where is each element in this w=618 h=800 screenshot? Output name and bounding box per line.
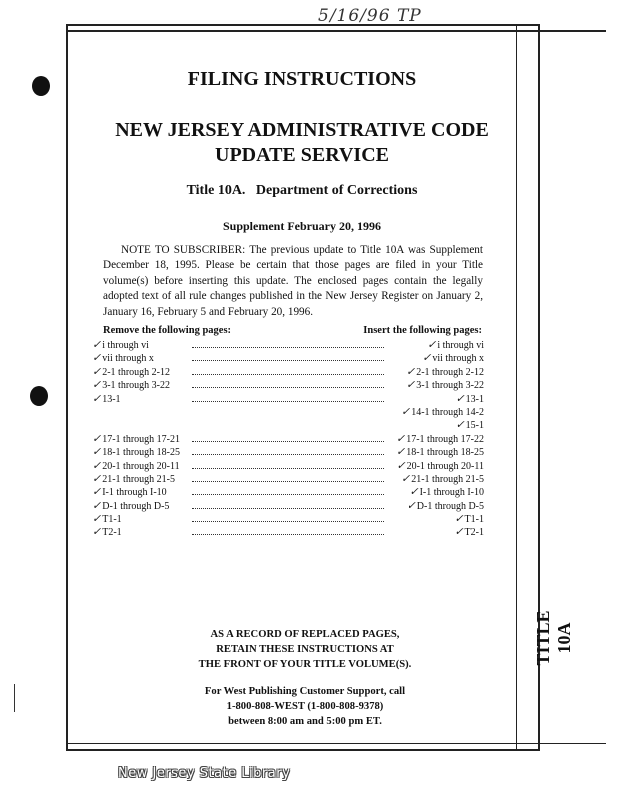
insert-pages-text: T2-1 (464, 527, 484, 539)
insert-pages-text: vii through x (432, 353, 484, 365)
insert-pages-text: 3-1 through 3-22 (416, 380, 484, 392)
title-subject: Title 10A. Department of Corrections (186, 183, 418, 198)
check-mark-icon: ✓ (92, 365, 102, 378)
check-mark-icon: ✓ (455, 392, 465, 405)
insert-pages (407, 500, 484, 513)
remove-pages-text: 18-1 through 18-25 (102, 447, 180, 459)
insert-pages-text: 21-1 through 21-5 (411, 473, 484, 485)
insert-pages (455, 419, 484, 432)
page-row (92, 460, 484, 473)
page-row (92, 393, 484, 406)
check-mark-icon: ✓ (92, 432, 102, 445)
bottom-rule (66, 743, 606, 744)
dot-leader (192, 494, 384, 495)
check-mark-icon: ✓ (454, 513, 464, 526)
tab-label: TITLE 10A (533, 610, 574, 666)
remove-pages (92, 352, 154, 365)
record-line: RETAIN THESE INSTRUCTIONS AT (216, 644, 394, 655)
remove-pages (92, 513, 122, 526)
remove-pages-text: T1-1 (102, 514, 122, 526)
page-replacement-list (92, 339, 484, 540)
check-mark-icon: ✓ (92, 459, 102, 472)
check-mark-icon: ✓ (92, 513, 102, 526)
punch-hole-icon (30, 386, 48, 406)
dot-leader (192, 387, 384, 388)
code-title-line1: NEW JERSEY ADMINISTRATIVE CODE (115, 119, 489, 141)
dot-leader (192, 481, 384, 482)
check-mark-icon: ✓ (92, 379, 102, 392)
check-mark-icon: ✓ (454, 526, 464, 539)
insert-pages (455, 393, 484, 406)
page-row (92, 486, 484, 499)
check-mark-icon: ✓ (396, 446, 406, 459)
record-instructions (140, 627, 470, 672)
margin-mark (14, 684, 15, 712)
support-phone: 1-800-808-WEST (1-800-808-9378) (226, 701, 384, 712)
dot-leader (192, 468, 384, 469)
insert-pages (422, 352, 484, 365)
check-mark-icon: ✓ (401, 405, 411, 418)
remove-pages-text: vii through x (102, 353, 154, 365)
remove-pages (92, 366, 170, 379)
insert-pages (454, 513, 484, 526)
remove-pages-text: 2-1 through 2-12 (102, 366, 170, 378)
dot-leader (192, 441, 384, 442)
insert-pages (427, 339, 484, 352)
remove-pages-text: I-1 through I-10 (102, 487, 167, 499)
remove-pages (92, 460, 180, 473)
check-mark-icon: ✓ (406, 499, 416, 512)
insert-pages (409, 486, 484, 499)
support-line: For West Publishing Customer Support, call (204, 686, 406, 697)
page-row (92, 406, 484, 419)
page-row (92, 366, 484, 379)
record-line: THE FRONT OF YOUR TITLE VOLUME(S). (198, 659, 412, 670)
check-mark-icon: ✓ (92, 499, 102, 512)
page-row (92, 513, 484, 526)
check-mark-icon: ✓ (92, 339, 102, 351)
insert-pages-text: I-1 through I-10 (419, 487, 484, 499)
check-mark-icon: ✓ (406, 365, 416, 378)
remove-pages (92, 500, 169, 513)
page-title: FILING INSTRUCTIONS (187, 68, 417, 90)
remove-pages-text: 21-1 through 21-5 (102, 473, 175, 485)
check-mark-icon: ✓ (92, 526, 102, 539)
page-row (92, 446, 484, 459)
insert-pages (396, 446, 484, 459)
top-rule (66, 30, 606, 32)
insert-pages (401, 406, 484, 419)
check-mark-icon: ✓ (92, 446, 102, 459)
code-title (82, 118, 522, 168)
insert-pages (406, 366, 484, 379)
dot-leader (192, 401, 384, 402)
handwritten-date-note: 5/16/96 TP (318, 6, 422, 26)
punch-hole-icon (32, 76, 50, 96)
insert-pages-text: 18-1 through 18-25 (406, 447, 484, 459)
dot-leader (192, 508, 384, 509)
remove-pages (92, 473, 175, 486)
subscriber-note: NOTE TO SUBSCRIBER: The previous update to Title 10A was Supplement December 18, 1995. Please be certain that those pages are filed in your Title volume(s) before inserting this update. The enclosed pages contain the legally adopted text of all rule changes published in the New Jersey Register on January 2, January 16, February 5 and February 20, 1996. (103, 244, 483, 318)
page-row (92, 526, 484, 539)
remove-pages-text: T2-1 (102, 527, 122, 539)
dot-leader (192, 454, 384, 455)
remove-pages (92, 446, 180, 459)
remove-pages-text: D-1 through D-5 (102, 500, 170, 512)
remove-pages (92, 526, 122, 539)
check-mark-icon: ✓ (455, 419, 465, 432)
page-row (92, 419, 484, 432)
page-row (92, 352, 484, 365)
supplement-date: Supplement February 20, 1996 (222, 219, 381, 233)
check-mark-icon: ✓ (92, 392, 102, 405)
check-mark-icon: ✓ (396, 459, 406, 472)
dot-leader (192, 521, 384, 522)
remove-pages-text: 17-1 through 17-21 (102, 433, 180, 445)
remove-pages (92, 393, 121, 406)
insert-pages-text: 14-1 through 14-2 (411, 406, 484, 418)
insert-pages (406, 379, 484, 392)
remove-column-header: Remove the following pages: (103, 325, 232, 336)
code-title-line2: UPDATE SERVICE (215, 144, 389, 166)
check-mark-icon: ✓ (92, 352, 102, 365)
dot-leader (192, 360, 384, 361)
page-row (92, 339, 484, 352)
insert-pages-text: 17-1 through 17-22 (406, 433, 484, 445)
check-mark-icon: ✓ (406, 379, 416, 392)
remove-pages (92, 339, 149, 352)
customer-support (140, 684, 470, 729)
insert-pages-text: 2-1 through 2-12 (416, 366, 484, 378)
check-mark-icon: ✓ (422, 352, 432, 365)
insert-pages-text: D-1 through D-5 (416, 500, 484, 512)
remove-pages-text: i through vi (102, 340, 149, 351)
insert-pages-text: T1-1 (464, 514, 484, 526)
insert-pages (396, 433, 484, 446)
check-mark-icon: ✓ (401, 472, 411, 485)
insert-pages (401, 473, 484, 486)
insert-pages-text: 15-1 (465, 420, 484, 432)
page-row (92, 433, 484, 446)
dot-leader (192, 347, 384, 348)
insert-column-header: Insert the following pages: (363, 325, 482, 336)
insert-pages (396, 460, 484, 473)
support-hours: between 8:00 am and 5:00 pm ET. (228, 716, 382, 727)
remove-pages (92, 486, 167, 499)
page-row (92, 500, 484, 513)
remove-pages-text: 3-1 through 3-22 (102, 380, 170, 392)
check-mark-icon: ✓ (409, 486, 419, 499)
dot-leader (192, 534, 384, 535)
remove-pages-text: 20-1 through 20-11 (102, 460, 180, 472)
page-row (92, 473, 484, 486)
remove-pages-text: 13-1 (102, 393, 121, 405)
insert-pages-text: 20-1 through 20-11 (406, 460, 484, 472)
insert-pages-text: i through vi (437, 340, 484, 351)
check-mark-icon: ✓ (92, 486, 102, 499)
dot-leader (192, 374, 384, 375)
library-stamp: New Jersey State Library (118, 766, 291, 781)
check-mark-icon: ✓ (427, 339, 437, 351)
remove-pages (92, 433, 180, 446)
check-mark-icon: ✓ (396, 432, 406, 445)
insert-pages-text: 13-1 (465, 393, 484, 405)
remove-pages (92, 379, 170, 392)
page-row (92, 379, 484, 392)
check-mark-icon: ✓ (92, 472, 102, 485)
insert-pages (454, 526, 484, 539)
record-line: AS A RECORD OF REPLACED PAGES, (210, 629, 400, 640)
